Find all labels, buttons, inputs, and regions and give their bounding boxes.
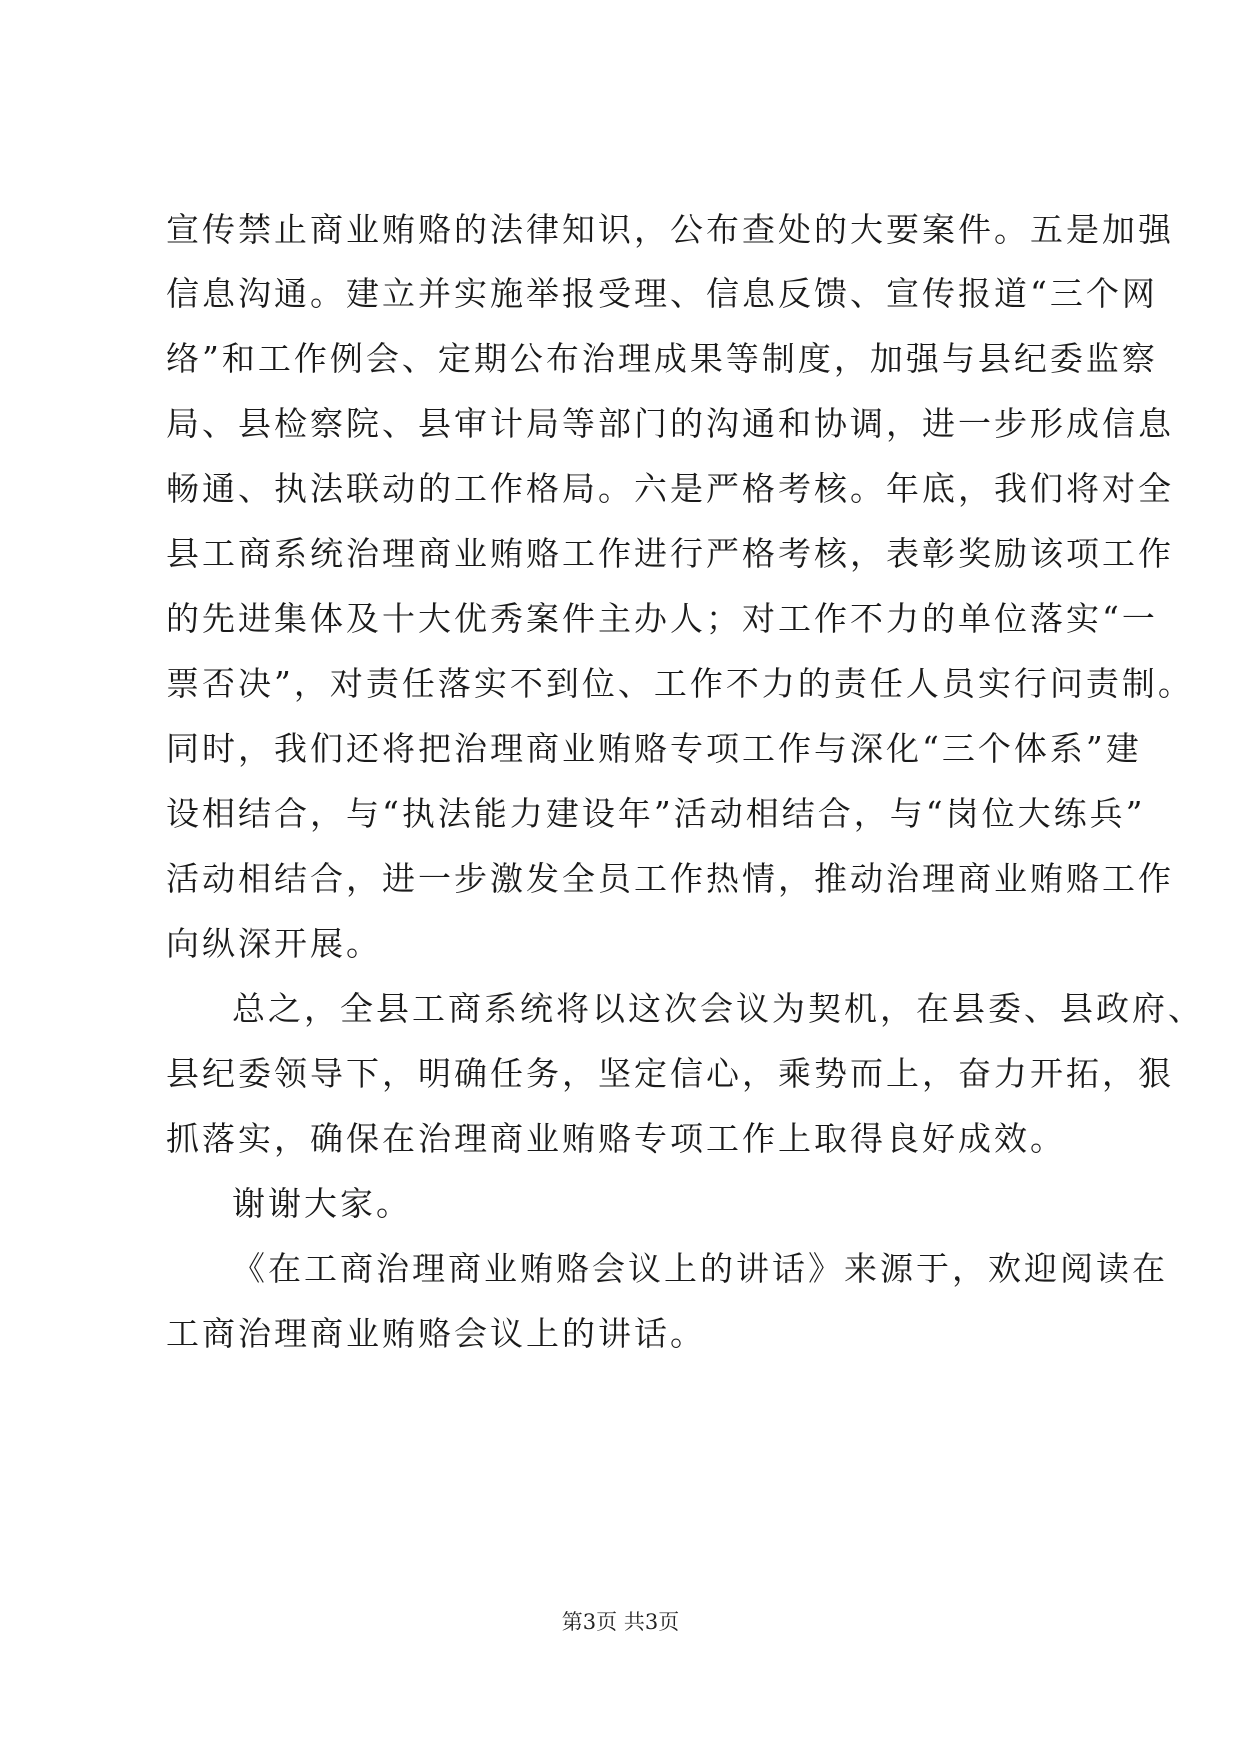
closing-thanks: 谢谢大家。	[232, 1184, 412, 1223]
paragraph-summary-line-1: 总之，全县工商系统将以这次会议为契机，在县委、县政府、	[232, 989, 1204, 1028]
body-line-7: 的先进集体及十大优秀案件主办人；对工作不力的单位落实“一	[166, 599, 1158, 638]
body-line-2: 信息沟通。建立并实施举报受理、信息反馈、宣传报道“三个网	[166, 274, 1158, 313]
paragraph-summary-line-2: 县纪委领导下，明确任务，坚定信心，乘势而上，奋力开拓，狠	[166, 1054, 1174, 1093]
paragraph-summary-line-3: 抓落实，确保在治理商业贿赂专项工作上取得良好成效。	[166, 1119, 1066, 1158]
body-line-10: 设相结合，与“执法能力建设年”活动相结合，与“岗位大练兵”	[166, 794, 1146, 833]
page-footer: 第3页 共3页	[561, 1610, 680, 1634]
body-line-3: 络”和工作例会、定期公布治理成果等制度，加强与县纪委监察	[166, 339, 1158, 378]
body-line-5: 畅通、执法联动的工作格局。六是严格考核。年底，我们将对全	[166, 469, 1174, 508]
body-line-4: 局、县检察院、县审计局等部门的沟通和协调，进一步形成信息	[166, 404, 1174, 443]
body-line-9: 同时，我们还将把治理商业贿赂专项工作与深化“三个体系”建	[166, 729, 1142, 768]
body-line-11: 活动相结合，进一步激发全员工作热情，推动治理商业贿赂工作	[166, 859, 1174, 898]
body-line-1: 宣传禁止商业贿赂的法律知识，公布查处的大要案件。五是加强	[166, 210, 1174, 249]
source-note-line-1: 《在工商治理商业贿赂会议上的讲话》来源于，欢迎阅读在	[232, 1249, 1168, 1288]
body-line-12: 向纵深开展。	[166, 924, 382, 963]
body-line-8: 票否决”，对责任落实不到位、工作不力的责任人员实行问责制。	[166, 664, 1194, 703]
body-line-6: 县工商系统治理商业贿赂工作进行严格考核，表彰奖励该项工作	[166, 534, 1174, 573]
source-note-line-2: 工商治理商业贿赂会议上的讲话。	[166, 1314, 706, 1353]
